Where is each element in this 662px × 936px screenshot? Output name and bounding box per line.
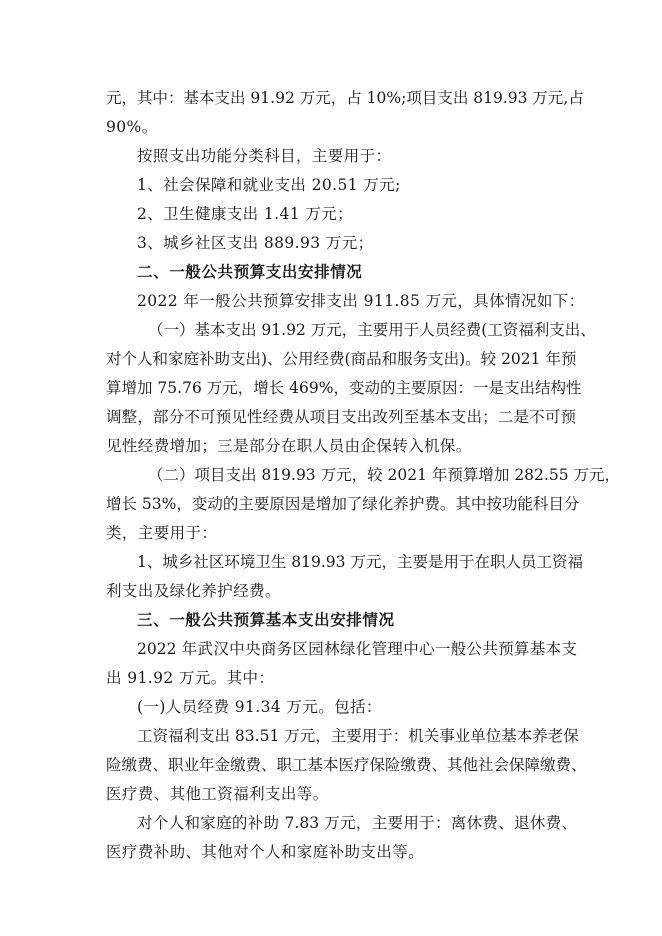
paragraph-line: 2022 年一般公共预算安排支出 911.85 万元，具体情况如下： — [137, 292, 585, 310]
paragraph-line: (一)人员经费 91.34 万元。包括： — [137, 698, 382, 716]
paragraph-line: （一）基本支出 91.92 万元，主要用于人员经费(工资福利支出、 — [148, 321, 596, 339]
section-heading: 二、一般公共预算支出安排情况 — [137, 263, 363, 281]
section-heading: 三、一般公共预算基本支出安排情况 — [137, 611, 395, 629]
paragraph-line: 按照支出功能分类科目，主要用于： — [137, 147, 392, 165]
paragraph-line: 调整，部分不可预见性经费从项目支出改列至基本支出；二是不可预 — [106, 408, 576, 426]
paragraph-line: （二）项目支出 819.93 万元，较 2021 年预算增加 282.55 万元， — [148, 466, 620, 484]
paragraph-line: 工资福利支出 83.51 万元，主要用于：机关事业单位基本养老保 — [137, 727, 579, 745]
paragraph-line: 90%。 — [106, 118, 158, 136]
paragraph-line: 对个人和家庭补助支出)、公用经费(商品和服务支出)。较 2021 年预 — [106, 350, 577, 368]
paragraph-line: 类，主要用于： — [106, 524, 218, 542]
list-item: 3、城乡社区支出 889.93 万元； — [137, 234, 374, 252]
paragraph-line: 利支出及绿化养护经费。 — [106, 582, 281, 600]
list-item: 2、卫生健康支出 1.41 万元； — [137, 205, 354, 223]
paragraph-line: 出 91.92 万元。其中： — [106, 669, 275, 687]
paragraph-line: 见性经费增加；三是部分在职人员由企保转入机保。 — [106, 437, 472, 455]
paragraph-line: 险缴费、职业年金缴费、职工基本医疗保险缴费、其他社会保障缴费、 — [106, 756, 587, 774]
paragraph-line: 元，其中：基本支出 91.92 万元，占 10%;项目支出 819.93 万元,占 — [106, 89, 584, 107]
paragraph-line: 2022 年武汉中央商务区园林绿化管理中心一般公共预算基本支 — [137, 640, 577, 658]
paragraph-line: 增长 53%，变动的主要原因是增加了绿化养护费。其中按功能科目分 — [106, 495, 580, 513]
paragraph-line: 医疗费补助、其他对个人和家庭补助支出等。 — [106, 843, 425, 861]
paragraph-line: 算增加 75.76 万元，增长 469%，变动的主要原因：一是支出结构性 — [106, 379, 582, 397]
list-item: 1、社会保障和就业支出 20.51 万元; — [137, 176, 401, 194]
paragraph-line: 医疗费、其他工资福利支出等。 — [106, 785, 329, 803]
list-item: 1、城乡社区环境卫生 819.93 万元，主要是用于在职人员工资福 — [137, 553, 583, 571]
paragraph-line: 对个人和家庭的补助 7.83 万元，主要用于：离休费、退休费、 — [137, 814, 577, 832]
